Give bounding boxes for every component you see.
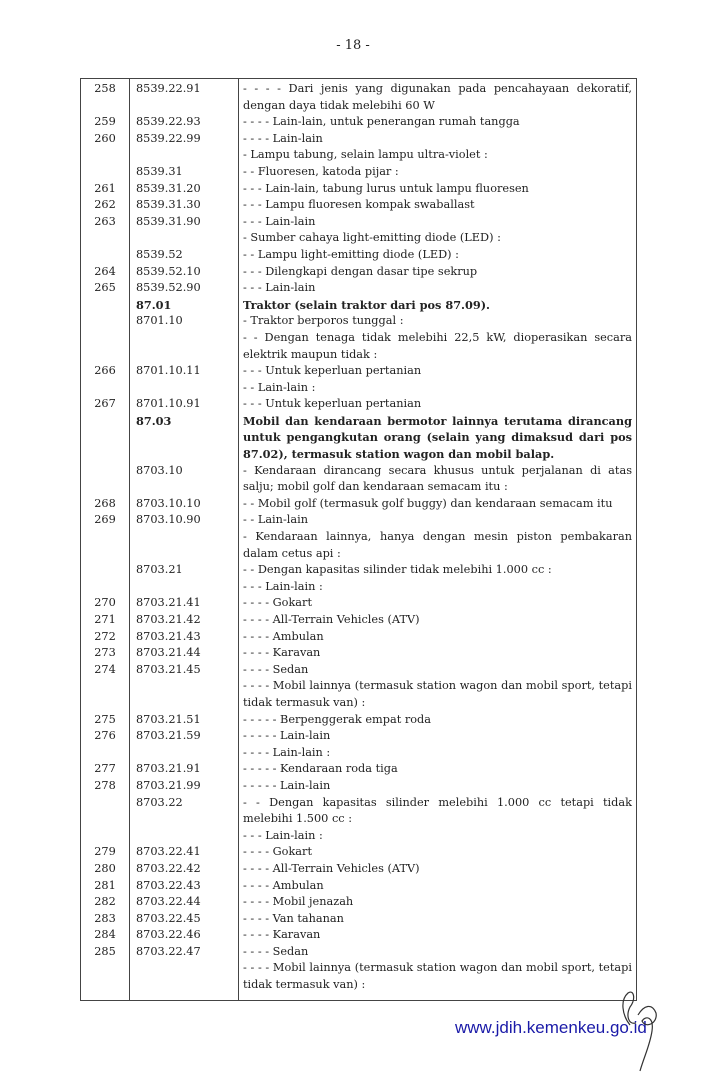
hs-code: 8539.22.93 [130, 114, 239, 131]
description: Traktor (selain traktor dari pos 87.09). [243, 297, 490, 312]
description: - - Fluoresen, katoda pijar : [243, 164, 399, 178]
description: - - Lampu light-emitting diode (LED) : [243, 247, 459, 261]
hs-code [130, 147, 239, 164]
description: - - - - Dari jenis yang digunakan pada pencahayaan dekoratif, dengan daya tidak melebihi 60 W [243, 82, 632, 112]
table-row [81, 131, 637, 148]
table-row [81, 712, 637, 729]
row-number [81, 330, 130, 363]
table-row [81, 264, 637, 281]
jdih-website-link[interactable]: www.jdih.kemenkeu.go.id [455, 1018, 647, 1037]
row-number [81, 413, 130, 463]
hs-code: 8703.21.51 [130, 712, 239, 729]
hs-code: 8539.52.10 [130, 264, 239, 281]
row-number: 267 [81, 396, 130, 413]
description: - - - - Karavan [243, 928, 321, 942]
hs-code: 8701.10.91 [130, 396, 239, 413]
description: - - - - - Lain-lain [243, 778, 331, 792]
row-number [81, 463, 130, 496]
hs-code: 8703.22.41 [130, 844, 239, 861]
description: - - - - Sedan [243, 944, 309, 958]
description: - - - - Gokart [243, 845, 312, 859]
row-number [81, 828, 130, 845]
row-number [81, 147, 130, 164]
hs-code: 8703.21.42 [130, 612, 239, 629]
row-number [81, 795, 130, 828]
description: - - - - Karavan [243, 646, 321, 660]
table-row [81, 579, 637, 596]
description: - - - - Lain-lain, untuk penerangan rumah tangga [243, 115, 520, 129]
hs-code: 8703.22.46 [130, 927, 239, 944]
description: - Lampu tabung, selain lampu ultra-violet : [243, 148, 488, 162]
hs-code: 8703.22.43 [130, 878, 239, 895]
table-row [81, 795, 637, 828]
hs-code: 8539.31.90 [130, 214, 239, 231]
row-number [81, 380, 130, 397]
table-row [81, 629, 637, 646]
row-number: 275 [81, 712, 130, 729]
hs-code [130, 678, 239, 711]
hs-code [130, 529, 239, 562]
description: - - - - - Lain-lain [243, 729, 331, 743]
table-row [81, 861, 637, 878]
hs-code [130, 960, 239, 1000]
hs-code: 8703.22.45 [130, 911, 239, 928]
table-row [81, 380, 637, 397]
row-number: 276 [81, 728, 130, 745]
row-number: 270 [81, 595, 130, 612]
row-number [81, 562, 130, 579]
table-row [81, 413, 637, 463]
hs-code: 8703.10.90 [130, 512, 239, 529]
description: - Traktor berporos tunggal : [243, 314, 404, 328]
table-row [81, 678, 637, 711]
row-number [81, 579, 130, 596]
table-row [81, 595, 637, 612]
hs-code: 8703.21.91 [130, 761, 239, 778]
row-number: 281 [81, 878, 130, 895]
hs-code [130, 745, 239, 762]
description: - - Lain-lain [243, 513, 308, 527]
hs-code: 8701.10.11 [130, 363, 239, 380]
table-row [81, 330, 637, 363]
hs-code: 8703.10.10 [130, 496, 239, 513]
row-number [81, 297, 130, 314]
row-number: 279 [81, 844, 130, 861]
hs-code [130, 230, 239, 247]
hs-code: 8701.10 [130, 313, 239, 330]
table-row [81, 280, 637, 297]
row-number [81, 678, 130, 711]
hs-code [130, 828, 239, 845]
row-number: 268 [81, 496, 130, 513]
description: - - - - Mobil lainnya (termasuk station wagon dan mobil sport, tetapi tidak termasuk van) : [243, 961, 632, 992]
table-row [81, 197, 637, 214]
description: - - - - Mobil jenazah [243, 895, 354, 909]
hs-code: 8703.21.41 [130, 595, 239, 612]
row-number: 285 [81, 944, 130, 961]
row-number: 273 [81, 645, 130, 662]
tariff-table-body [81, 79, 637, 1001]
description: - - - Lain-lain [243, 214, 316, 228]
table-row [81, 463, 637, 496]
description: - - - Lain-lain [243, 281, 316, 295]
table-row [81, 911, 637, 928]
row-number [81, 247, 130, 264]
row-number [81, 230, 130, 247]
table-row [81, 761, 637, 778]
hs-code: 8703.21 [130, 562, 239, 579]
hs-code: 8703.22.44 [130, 894, 239, 911]
hs-code: 8703.10 [130, 463, 239, 496]
description: - - - - Gokart [243, 596, 312, 610]
table-row [81, 114, 637, 131]
table-row [81, 844, 637, 861]
row-number: 261 [81, 181, 130, 198]
hs-code: 8539.31 [130, 164, 239, 181]
row-number: 259 [81, 114, 130, 131]
description: - - - Untuk keperluan pertanian [243, 397, 422, 411]
description: - - - - All-Terrain Vehicles (ATV) [243, 861, 420, 875]
row-number: 265 [81, 280, 130, 297]
table-row [81, 147, 637, 164]
description: - - Dengan tenaga tidak melebihi 22,5 kW, dioperasikan secara elektrik maupun tidak : [243, 330, 632, 361]
table-row [81, 181, 637, 198]
signature-initials [600, 985, 670, 1075]
row-number [81, 745, 130, 762]
row-number: 271 [81, 612, 130, 629]
hs-code: 8539.52 [130, 247, 239, 264]
description: - - - - - Kendaraan roda tiga [243, 762, 398, 776]
description: - Sumber cahaya light-emitting diode (LED) : [243, 231, 501, 245]
description: - - - Lain-lain, tabung lurus untuk lampu fluoresen [243, 181, 529, 195]
description: - Kendaraan dirancang secara khusus untuk perjalanan di atas salju; mobil golf dan kendaraan semacam itu : [243, 463, 632, 494]
hs-code: 8539.22.91 [130, 79, 239, 115]
hs-code: 8703.22.47 [130, 944, 239, 961]
hs-code: 8703.22 [130, 795, 239, 828]
table-row [81, 230, 637, 247]
hs-code: 87.03 [130, 413, 239, 463]
hs-code: 8539.22.99 [130, 131, 239, 148]
table-row [81, 894, 637, 911]
hs-code: 8703.21.43 [130, 629, 239, 646]
table-row [81, 960, 637, 1000]
description: - - - - Lain-lain : [243, 745, 331, 759]
table-row [81, 562, 637, 579]
description: - - Dengan kapasitas silinder melebihi 1.000 cc tetapi tidak melebihi 1.500 cc : [243, 795, 632, 826]
hs-code: 8539.31.30 [130, 197, 239, 214]
description: - - - - Lain-lain [243, 131, 323, 145]
table-row [81, 313, 637, 330]
row-number: 272 [81, 629, 130, 646]
row-number: 274 [81, 662, 130, 679]
row-number: 284 [81, 927, 130, 944]
description: - - - Dilengkapi dengan dasar tipe sekrup [243, 264, 478, 278]
description: - - Lain-lain : [243, 380, 316, 394]
table-row [81, 247, 637, 264]
table-row [81, 214, 637, 231]
table-row [81, 828, 637, 845]
table-row [81, 496, 637, 513]
description: - - - Lain-lain : [243, 828, 323, 842]
hs-code: 87.01 [130, 297, 239, 314]
page-number: - 18 - [336, 38, 370, 53]
hs-code: 8703.21.99 [130, 778, 239, 795]
description: Mobil dan kendaraan bermotor lainnya terutama dirancang untuk pengangkutan orang (selain yang dimaksud dari pos 87.02), termasuk station wagon dan mobil balap. [243, 413, 632, 462]
hs-code [130, 579, 239, 596]
table-row [81, 164, 637, 181]
row-number: 278 [81, 778, 130, 795]
tariff-table [80, 78, 637, 1001]
description: - - Dengan kapasitas silinder tidak melebihi 1.000 cc : [243, 563, 552, 577]
table-row [81, 878, 637, 895]
description: - - - Lain-lain : [243, 579, 323, 593]
row-number: 277 [81, 761, 130, 778]
table-row [81, 645, 637, 662]
description: - - - Untuk keperluan pertanian [243, 364, 422, 378]
hs-code: 8539.52.90 [130, 280, 239, 297]
hs-code: 8703.22.42 [130, 861, 239, 878]
row-number [81, 164, 130, 181]
hs-code: 8703.21.59 [130, 728, 239, 745]
description: - - Mobil golf (termasuk golf buggy) dan kendaraan semacam itu [243, 496, 613, 510]
row-number: 263 [81, 214, 130, 231]
hs-code [130, 380, 239, 397]
row-number: 280 [81, 861, 130, 878]
description: - - - - Mobil lainnya (termasuk station wagon dan mobil sport, tetapi tidak termasuk van) : [243, 679, 632, 709]
table-row [81, 529, 637, 562]
table-row [81, 728, 637, 745]
description: - - - - Ambulan [243, 878, 324, 892]
row-number: 269 [81, 512, 130, 529]
description: - - - - Van tahanan [243, 911, 344, 925]
row-number: 282 [81, 894, 130, 911]
table-row [81, 745, 637, 762]
description: - - - - - Berpenggerak empat roda [243, 712, 432, 726]
row-number: 264 [81, 264, 130, 281]
row-number [81, 529, 130, 562]
table-row [81, 79, 637, 115]
description: - - - - All-Terrain Vehicles (ATV) [243, 613, 420, 626]
description: - - - - Sedan [243, 662, 309, 676]
table-row [81, 363, 637, 380]
hs-code: 8539.31.20 [130, 181, 239, 198]
row-number [81, 960, 130, 1000]
table-row [81, 944, 637, 961]
table-row [81, 396, 637, 413]
description: - - - Lampu fluoresen kompak swaballast [243, 198, 475, 212]
description: - - - - Ambulan [243, 629, 324, 643]
row-number: 258 [81, 79, 130, 115]
hs-code: 8703.21.44 [130, 645, 239, 662]
row-number: 262 [81, 197, 130, 214]
row-number: 260 [81, 131, 130, 148]
table-row [81, 927, 637, 944]
row-number [81, 313, 130, 330]
hs-code: 8703.21.45 [130, 662, 239, 679]
description: - Kendaraan lainnya, hanya dengan mesin piston pembakaran dalam cetus api : [243, 530, 632, 560]
table-row [81, 662, 637, 679]
hs-code [130, 330, 239, 363]
table-row [81, 612, 637, 629]
table-row [81, 512, 637, 529]
row-number: 266 [81, 363, 130, 380]
table-row [81, 297, 637, 314]
table-row [81, 778, 637, 795]
row-number: 283 [81, 911, 130, 928]
